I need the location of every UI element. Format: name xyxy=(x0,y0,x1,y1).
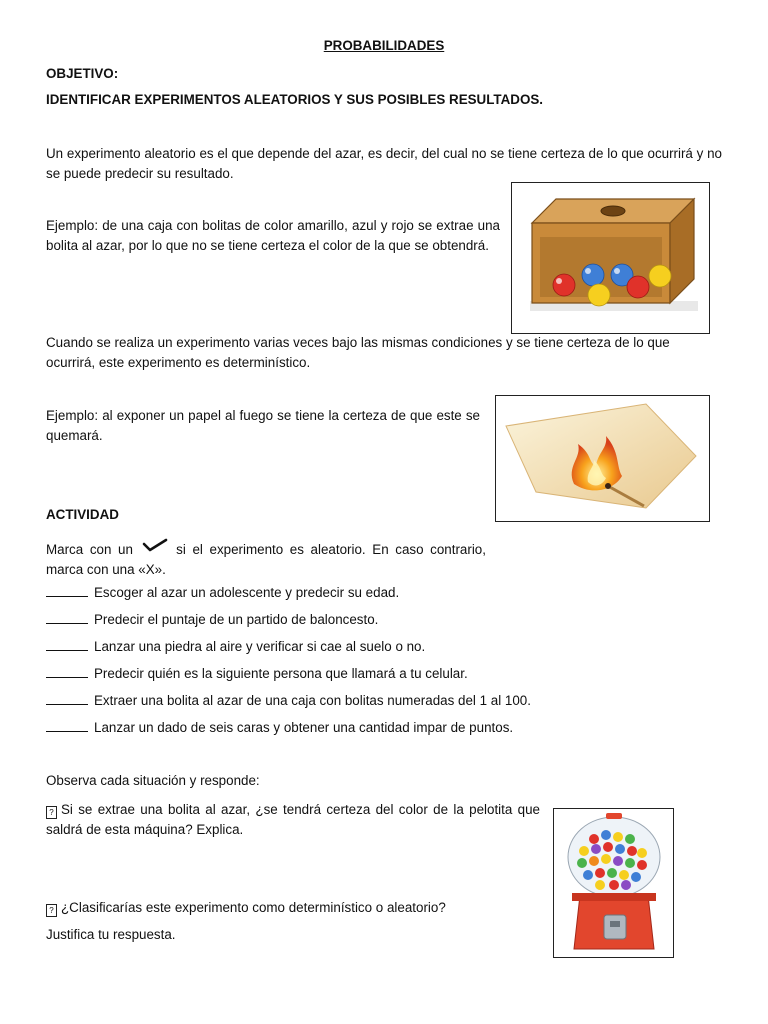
activity-item xyxy=(46,719,513,739)
activity-item-text: Lanzar un dado de seis caras y obtener una cantidad impar de puntos. xyxy=(94,720,514,735)
activity-item xyxy=(46,611,378,631)
burning-paper-image xyxy=(495,395,710,522)
activity-item-text: Predecir quién es la siguiente persona que llamará a tu celular. xyxy=(94,666,468,681)
activity-item xyxy=(46,692,531,712)
missing-glyph-icon: ? xyxy=(46,904,57,917)
box-with-balls-image xyxy=(511,182,710,334)
example-box-paragraph: Ejemplo: de una caja con bolitas de color amarillo, azul y rojo se extrae una bolita al azar, por lo que no se tiene certeza el color de la que se obtendrá. xyxy=(46,218,500,253)
instruction-part1: Marca con un xyxy=(46,542,133,557)
answer-blank[interactable] xyxy=(46,719,88,732)
deterministic-paragraph: Cuando se realiza un experimento varias veces bajo las mismas condiciones y se tiene certeza de lo que ocurrirá, este experimento es determinístico. xyxy=(46,335,670,370)
answer-blank[interactable] xyxy=(46,692,88,705)
activity-item-text: Escoger al azar un adolescente y predecir su edad. xyxy=(94,585,400,600)
activity-item-text: Predecir el puntaje de un partido de baloncesto. xyxy=(94,612,379,627)
question-2-followup: Justifica tu respuesta. xyxy=(46,927,176,942)
answer-blank[interactable] xyxy=(46,665,88,678)
answer-blank[interactable] xyxy=(46,611,88,624)
activity-item xyxy=(46,584,399,604)
instruction-part2: si el experimento es aleatorio. En caso contrario, marca con una «X». xyxy=(46,542,486,577)
observe-heading: Observa cada situación y responde: xyxy=(46,773,260,788)
activity-item xyxy=(46,665,468,685)
activity-heading: ACTIVIDAD xyxy=(46,507,119,522)
example-fire-paragraph: Ejemplo: al exponer un papel al fuego se tiene la certeza de que este se quemará. xyxy=(46,408,480,443)
question-2-text: ¿Clasificarías este experimento como determinístico o aleatorio? xyxy=(61,900,446,915)
missing-glyph-icon: ? xyxy=(46,806,57,819)
activity-item-text: Extraer una bolita al azar de una caja con bolitas numeradas del 1 al 100. xyxy=(94,693,531,708)
answer-blank[interactable] xyxy=(46,638,88,651)
objective-label: OBJETIVO: xyxy=(46,66,119,81)
question-1-text: Si se extrae una bolita al azar, ¿se tendrá certeza del color de la pelotita que saldrá de esta máquina? Explica. xyxy=(46,802,540,837)
gumball-machine-image xyxy=(553,808,674,958)
page-title: PROBABILIDADES xyxy=(323,38,445,53)
activity-instruction xyxy=(46,538,486,580)
question-1 xyxy=(46,800,540,840)
answer-blank[interactable] xyxy=(46,584,88,597)
question-2 xyxy=(46,900,446,917)
activity-item-text: Lanzar una piedra al aire y verificar si cae al suelo o no. xyxy=(94,639,426,654)
checkmark-icon xyxy=(140,538,170,554)
intro-paragraph: Un experimento aleatorio es el que depende del azar, es decir, del cual no se tiene certeza de lo que ocurrirá y no se puede predecir su resultado. xyxy=(46,146,722,181)
objective-text: IDENTIFICAR EXPERIMENTOS ALEATORIOS Y SUS POSIBLES RESULTADOS. xyxy=(46,92,544,107)
activity-item xyxy=(46,638,425,658)
